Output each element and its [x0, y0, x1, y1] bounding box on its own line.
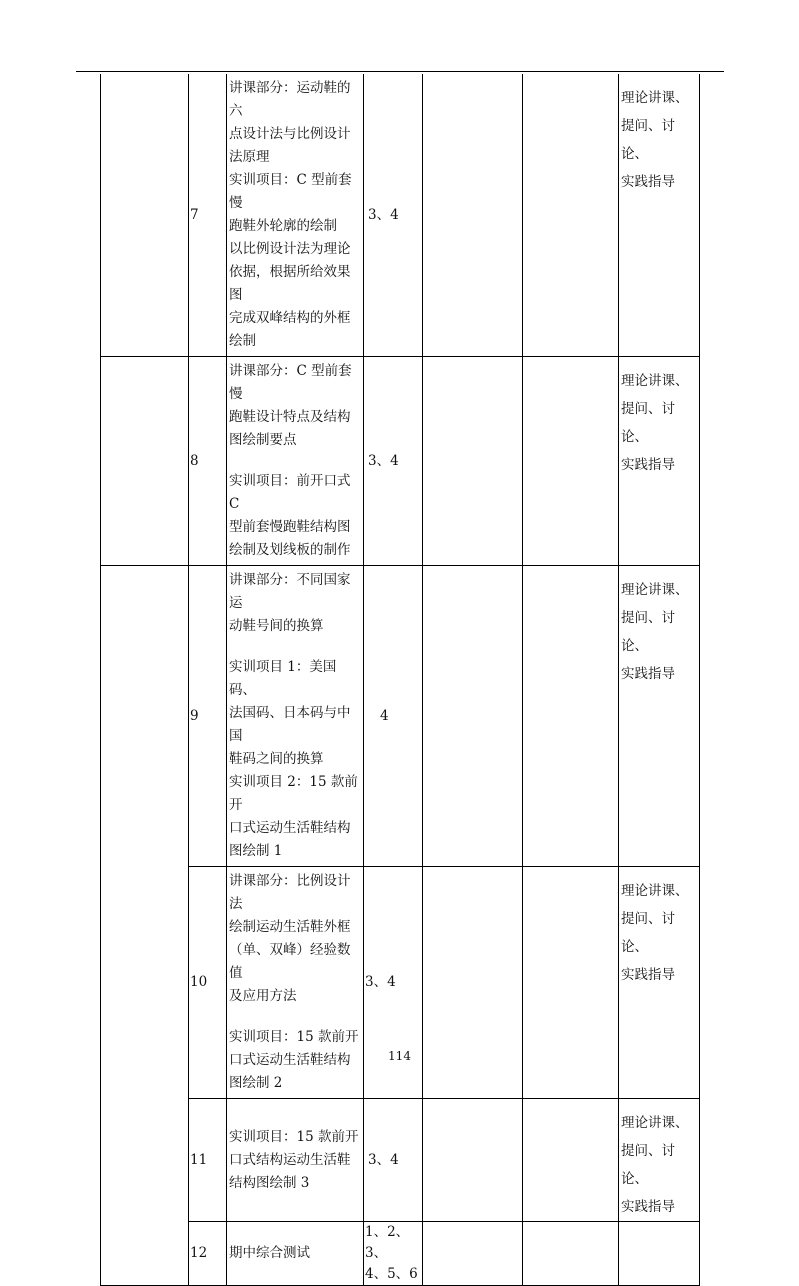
objectives-cell — [364, 1222, 423, 1286]
content-line: 讲课部分：不同国家运 — [229, 572, 351, 611]
empty-cell — [423, 357, 523, 566]
content-spacer — [229, 452, 362, 470]
unit-cell — [101, 74, 189, 357]
week-number-cell: 9 — [189, 566, 227, 867]
week-number-cell: 11 — [189, 1099, 227, 1222]
method-cell — [619, 867, 700, 1099]
method-line: 实践指导 — [621, 666, 675, 682]
content-line: 依据，根据所给效果图 — [229, 264, 351, 303]
content-line: 实训项目 1：美国码、 — [229, 659, 337, 698]
content-line: 点设计法与比例设计 — [229, 126, 351, 142]
content-line: （单、双峰）经验数值 — [229, 942, 351, 981]
content-cell — [227, 357, 364, 566]
method-cell — [619, 357, 700, 566]
objectives-line: 4、5、6 — [365, 1266, 418, 1282]
objectives-cell: 3、4 — [364, 357, 423, 566]
method-line: 提问、讨论、 — [621, 118, 675, 162]
objectives-cell: 3、4 — [364, 1099, 423, 1222]
unit-cell — [101, 357, 189, 566]
method-line: 实践指导 — [621, 1199, 675, 1215]
content-line: 讲课部分：C 型前套慢 — [229, 363, 352, 402]
objectives-line: 1、2、3、 — [365, 1224, 410, 1261]
empty-cell — [523, 1222, 619, 1286]
header-rule — [76, 71, 724, 72]
objectives-cell: 3、4 — [364, 74, 423, 357]
content-cell — [227, 74, 364, 357]
method-line: 实践指导 — [621, 967, 675, 983]
content-line: 实训项目 2：15 款前开 — [229, 774, 358, 813]
method-line: 提问、讨论、 — [621, 610, 675, 654]
empty-cell — [423, 867, 523, 1099]
method-line: 理论讲课、 — [621, 1115, 689, 1131]
content-line: 口式结构运动生活鞋 — [229, 1151, 351, 1168]
content-line: 鞋码之间的换算 — [229, 751, 324, 767]
method-line: 理论讲课、 — [621, 90, 689, 106]
content-line: 结构图绘制 3 — [229, 1174, 310, 1191]
content-line: 以比例设计法为理论 — [229, 241, 351, 257]
empty-cell — [523, 357, 619, 566]
table-row — [101, 74, 700, 357]
content-line: 口式运动生活鞋结构 — [229, 1052, 351, 1068]
empty-cell — [423, 566, 523, 867]
empty-cell — [523, 1099, 619, 1222]
week-number-cell: 7 — [189, 74, 227, 357]
content-line: 绘制及划线板的制作 — [229, 542, 351, 558]
content-line: 跑鞋设计特点及结构 — [229, 409, 351, 425]
method-line: 实践指导 — [621, 457, 675, 473]
content-line: 口式运动生活鞋结构 — [229, 820, 351, 836]
method-line: 提问、讨论、 — [621, 401, 675, 445]
method-line: 提问、讨论、 — [621, 911, 675, 955]
content-line: 完成双峰结构的外框 — [229, 310, 351, 326]
content-line: 实训项目：前开口式 C — [229, 473, 351, 512]
content-line: 图绘制 2 — [229, 1075, 283, 1091]
content-line: 图绘制要点 — [229, 432, 297, 448]
empty-cell — [523, 74, 619, 357]
content-line: 型前套慢跑鞋结构图 — [229, 519, 351, 535]
table-row — [101, 566, 700, 867]
table-row — [101, 1099, 700, 1222]
content-line: 讲课部分：比例设计法 — [229, 873, 351, 912]
content-cell — [227, 1222, 364, 1286]
objectives-cell: 3、4 — [364, 867, 423, 1099]
week-number-cell: 10 — [189, 867, 227, 1099]
week-number-cell: 8 — [189, 357, 227, 566]
content-cell — [227, 1099, 364, 1222]
table-row — [101, 357, 700, 566]
content-line: 跑鞋外轮廓的绘制 — [229, 218, 337, 234]
empty-cell — [423, 1099, 523, 1222]
objectives-cell: 4 — [364, 566, 423, 867]
content-line: 绘制 — [229, 333, 256, 349]
empty-cell — [523, 867, 619, 1099]
method-cell — [619, 566, 700, 867]
method-line: 提问、讨论、 — [621, 1143, 675, 1187]
content-line: 期中综合测试 — [229, 1245, 310, 1261]
content-line: 绘制运动生活鞋外框 — [229, 919, 351, 935]
content-spacer — [229, 638, 362, 656]
content-spacer — [229, 1008, 362, 1026]
method-cell — [619, 74, 700, 357]
method-line: 理论讲课、 — [621, 883, 689, 899]
content-line: 法国码、日本码与中国 — [229, 705, 351, 744]
week-number-cell: 12 — [189, 1222, 227, 1286]
empty-cell — [523, 566, 619, 867]
unit-cell — [101, 566, 189, 1286]
empty-cell — [423, 1222, 523, 1286]
content-line: 及应用方法 — [229, 988, 297, 1004]
content-line: 讲课部分：运动鞋的六 — [229, 80, 351, 119]
empty-cell — [423, 74, 523, 357]
content-line: 实训项目：C 型前套慢 — [229, 172, 352, 211]
content-cell — [227, 566, 364, 867]
content-line: 动鞋号间的换算 — [229, 618, 324, 634]
page-number: 114 — [388, 1049, 411, 1063]
table-row — [101, 1222, 700, 1286]
content-line: 图绘制 1 — [229, 843, 283, 859]
method-cell — [619, 1099, 700, 1222]
content-line: 实训项目：15 款前开 — [229, 1128, 359, 1145]
content-line: 法原理 — [229, 149, 270, 165]
table-row — [101, 867, 700, 1099]
schedule-table — [100, 74, 700, 1286]
content-cell — [227, 867, 364, 1099]
method-line: 实践指导 — [621, 174, 675, 190]
method-line: 理论讲课、 — [621, 373, 689, 389]
content-line: 实训项目：15 款前开 — [229, 1029, 359, 1045]
method-line: 理论讲课、 — [621, 582, 689, 598]
method-cell — [619, 1222, 700, 1286]
